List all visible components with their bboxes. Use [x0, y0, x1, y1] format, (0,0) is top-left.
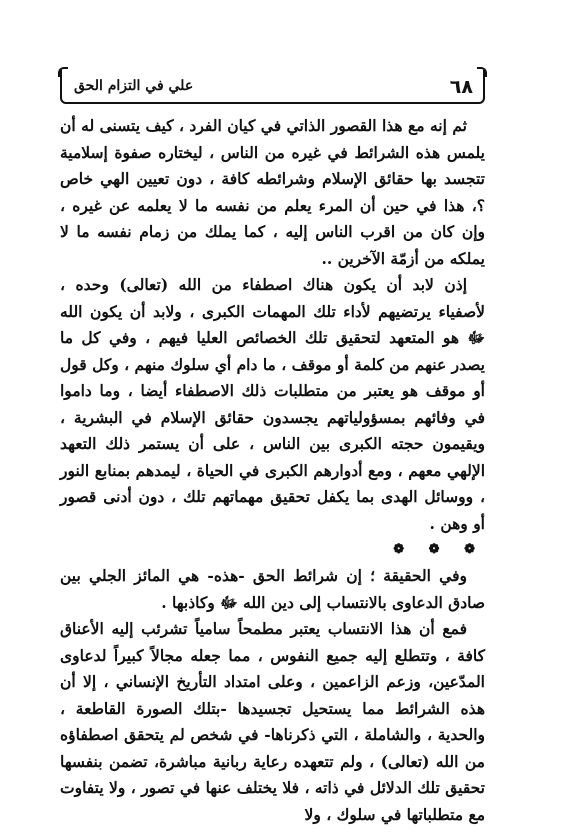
- running-title: علي في التزام الحق: [74, 78, 194, 94]
- paragraph-3: وفي الحقيقة ؛ إن شرائط الحق -هذه- هي المائز الجلي بين صادق الدعاوى بالانتساب إلى دين الله ﷻ وكاذبها .: [60, 566, 485, 612]
- page-number: ٦٨: [449, 76, 473, 98]
- page-body: [60, 113, 485, 828]
- paragraph-2: إذن لابد أن يكون هناك اصطفاء من الله (تعالى) وحده ، لأصفياء يرتضيهم لأداء تلك المهمات الكبرى ، ولابد أن يكون الله ﷻ هو المتعهد لتحقيق تلك الخصائص العليا فيهم ، وفي كل ما يصدر عنهم من كلمة أو موقف ، ما دام أي سلوك منهم ، وكل قول أو موقف هو يعتبر من متطلبات ذلك الاصطفاء أيضا ، وما داموا في وفائهم بمسؤولياتهم يجسدون حقائق الإسلام في البشرية ، ويقيمون حجته الكبرى بين الناس ، على أن يستمر ذلك التعهد الإلهي معهم ، ومع أدوارهم الكبرى في الحياة ، ليمدهم بمنابع النور ، ووسائل الهدى بما يكفل تحقيق مهماتهم تلك ، دون أدنى قصور أو وهن .: [60, 275, 485, 533]
- paragraph-4: فمع أن هذا الانتساب يعتبر مطمحاً سامياً تشرئب إليه الأعناق كافة ، وتتطلع إليه جميع النفوس ، مما جعله مجالاً كبيراً لدعاوى المدّعين، وزعم الزاعمين ، وعلى امتداد التأريخ الإنساني ، إلا أن هذه الشرائط مما يستحيل تجسيدها -بتلك الصورة القاطعة ، والحدية ، والشاملة ، التي ذكرناها- في شخص لم يتحقق اصطفاؤه من الله (تعالى) ، ولم تتعهده رعاية ربانية مباشرة، تضمن بنفسها تحقيق تلك الدلائل في ذاته ، فلا يختلف عنها في تصور ، ولا يتفاوت مع متطلباتها في سلوك ، ولا: [60, 619, 485, 824]
- section-ornament: ❁ ❁ ❁: [393, 542, 485, 557]
- page-header: [60, 70, 485, 104]
- paragraph-1: ثم إنه مع هذا القصور الذاتي في كيان الفرد ، كيف يتسنى له أن يلمس هذه الشرائط في غيره من الناس ، ليختاره صفوة إسلامية تتجسد بها حقائق الإسلام وشرائطه كافة ، دون تعيين الهي خاص ؟، هذا في حين أن المرء يعلم من نفسه ما لا يعلمه عن غيره ، وإن كان من اقرب الناس إليه ، كما يملك من زمام نفسه ما لا يملكه من أزمّة الآخرين ..: [60, 116, 485, 268]
- header-frame-cap-right: [477, 67, 487, 77]
- header-frame-cap-left: [58, 67, 68, 77]
